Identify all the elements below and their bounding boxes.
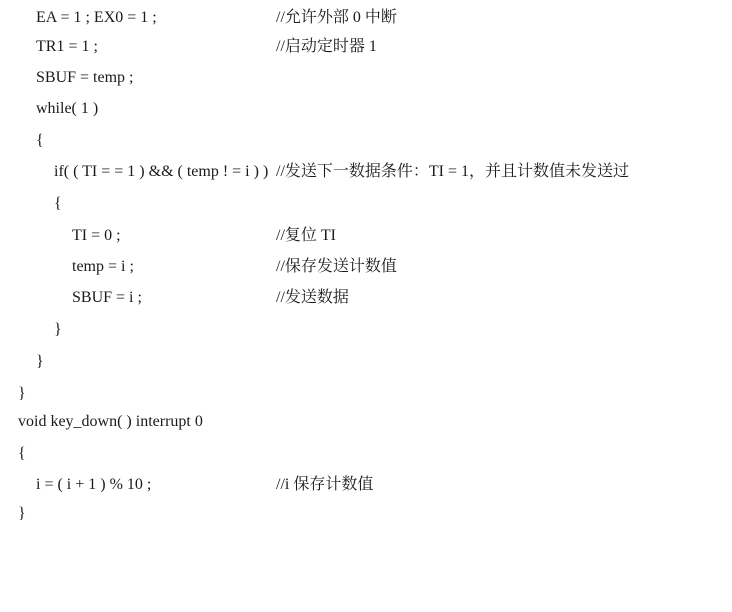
code-comment: //发送数据 (276, 289, 349, 306)
code-comment: //保存发送计数值 (276, 258, 397, 275)
code-line (0, 33, 732, 61)
code-text: SBUF = temp ; (36, 69, 134, 86)
code-line (0, 222, 732, 250)
code-text: { (18, 445, 26, 462)
code-text: while( 1 ) (36, 100, 99, 117)
code-comment: //启动定时器 1 (276, 38, 377, 55)
code-comment: //允许外部 0 中断 (276, 9, 397, 26)
code-text: { (54, 195, 62, 212)
code-line (0, 408, 732, 436)
code-line (0, 64, 732, 92)
code-text: } (36, 353, 44, 370)
code-line (0, 4, 732, 32)
code-line (0, 348, 732, 376)
code-text: { (36, 132, 44, 149)
code-line (0, 284, 732, 312)
code-line (0, 500, 732, 528)
code-line (0, 158, 732, 186)
code-text: if( ( TI = = 1 ) && ( temp ! = i ) ) (54, 163, 269, 180)
code-comment: //i 保存计数值 (276, 476, 374, 493)
code-text: } (54, 321, 62, 338)
code-line (0, 95, 732, 123)
code-comment: //发送下一数据条件：TI = 1，并且计数值未发送过 (276, 163, 630, 180)
code-text: TR1 = 1 ; (36, 38, 98, 55)
code-text: temp = i ; (72, 258, 134, 275)
code-comment: //复位 TI (276, 227, 336, 244)
code-text: SBUF = i ; (72, 289, 142, 306)
code-text: } (18, 505, 26, 522)
code-text: i = ( i + 1 ) % 10 ; (36, 476, 152, 493)
code-line (0, 190, 732, 218)
code-line (0, 127, 732, 155)
code-line (0, 253, 732, 281)
code-line (0, 380, 732, 408)
code-line (0, 471, 732, 499)
code-line (0, 316, 732, 344)
code-text: TI = 0 ; (72, 227, 121, 244)
code-text: } (18, 385, 26, 402)
code-text: void key_down( ) interrupt 0 (18, 413, 203, 430)
code-text: EA = 1 ; EX0 = 1 ; (36, 9, 157, 26)
code-line (0, 440, 732, 468)
